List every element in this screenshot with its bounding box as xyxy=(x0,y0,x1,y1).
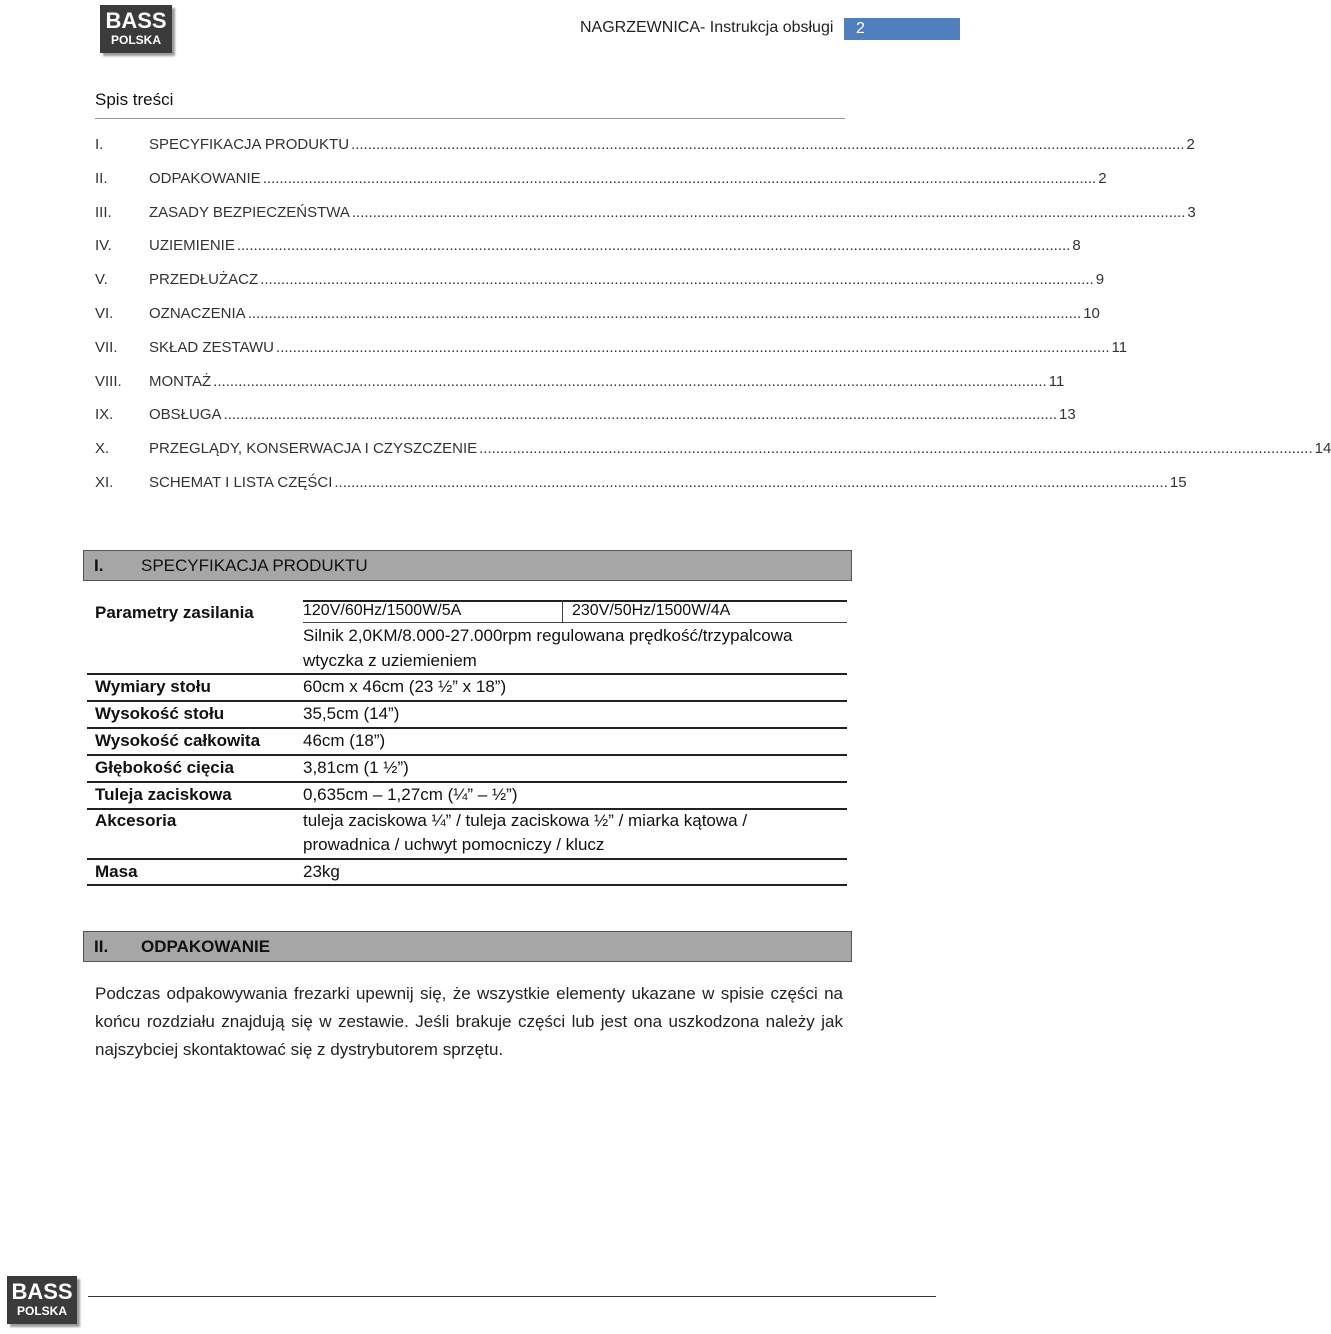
spec-label-power: Parametry zasilania xyxy=(95,603,254,622)
section-header-odpakowanie xyxy=(83,931,852,962)
toc-leader-dots: ........................................................................................................................................................................................................ xyxy=(276,338,1110,356)
bass-polska-logo-footer xyxy=(7,1276,77,1324)
spec-label: Wymiary stołu xyxy=(95,677,211,696)
toc-item-number: VII. xyxy=(95,338,118,356)
toc-leader-dots: ........................................................................................................................................................................................................ xyxy=(351,136,1185,153)
spec-value-power-b: 230V/50Hz/1500W/4A xyxy=(572,602,731,619)
spec-value-power-a: 120V/60Hz/1500W/5A xyxy=(303,602,462,619)
toc-leader-dots: ........................................................................................................................................................................................................ xyxy=(262,169,1097,187)
spec-cell-divider xyxy=(562,600,563,622)
toc-item-page: 14 xyxy=(1314,440,1331,458)
logo-text-polska: POLSKA xyxy=(16,1304,67,1318)
toc-item-title: PRZEGLĄDY, KONSERWACJA I CZYSZCZENIE xyxy=(149,440,478,458)
spec-value-accessories-line2: prowadnica / uchwyt pomocniczy / klucz xyxy=(303,835,605,854)
page-number: 2 xyxy=(844,18,960,40)
toc-heading: Spis treści xyxy=(95,90,174,109)
section-title: SPECYFIKACJA PRODUKTU xyxy=(141,556,368,575)
toc-item-number: VI. xyxy=(95,304,114,322)
toc-item[interactable] xyxy=(95,271,1105,305)
toc-item-page: 11 xyxy=(1048,372,1065,390)
section-title: ODPAKOWANIE xyxy=(141,937,271,956)
toc-item-page: 8 xyxy=(1072,237,1081,255)
toc-leader-dots: ........................................................................................................................................................................................................ xyxy=(247,304,1082,322)
toc-item-number: V. xyxy=(95,271,108,289)
spec-rule xyxy=(87,781,847,783)
spec-value-motor-line2: wtyczka z uziemieniem xyxy=(303,651,477,670)
spec-value: 0,635cm – 1,27cm (¼” – ½”) xyxy=(303,785,518,804)
toc-leader-dots: ........................................................................................................................................................................................................ xyxy=(223,406,1058,424)
spec-rule xyxy=(87,884,847,886)
toc-item-number: X. xyxy=(95,440,110,458)
toc-item-page: 10 xyxy=(1083,304,1100,322)
unpacking-paragraph: Podczas odpakowywania frezarki upewnij się, że wszystkie elementy ukazane w spisie części na końcu rozdziału znajdują się w zestawie. Jeśli brakuje części lub jest ona uszkodzona należy jak najszybciej skontaktować się z dystrybutorem sprzętu. xyxy=(95,984,843,1059)
table-of-contents xyxy=(95,136,1331,508)
toc-item-number: I. xyxy=(95,136,104,153)
toc-leader-dots: ........................................................................................................................................................................................................ xyxy=(236,237,1071,255)
spec-label: Głębokość cięcia xyxy=(95,758,234,777)
toc-item-title: ODPAKOWANIE xyxy=(149,169,261,187)
toc-item-title: OBSŁUGA xyxy=(149,406,222,424)
spec-label-accessories: Akcesoria xyxy=(95,811,177,830)
toc-leader-dots: ........................................................................................................................................................................................................ xyxy=(213,372,1047,390)
toc-item-number: IX. xyxy=(95,406,114,424)
toc-item[interactable] xyxy=(95,136,1195,170)
bass-polska-logo xyxy=(100,5,172,53)
toc-item-number: XI. xyxy=(95,473,114,491)
spec-label-mass: Masa xyxy=(95,862,138,881)
toc-item-title: PRZEDŁUŻACZ xyxy=(149,271,259,289)
toc-item-page: 11 xyxy=(1111,338,1128,356)
toc-item-title: UZIEMIENIE xyxy=(149,237,235,255)
toc-item[interactable] xyxy=(95,372,1065,407)
spec-rule xyxy=(87,858,847,860)
toc-item[interactable] xyxy=(95,440,1331,474)
spec-rule xyxy=(87,700,847,702)
spec-value-accessories-line1: tuleja zaciskowa ¼” / tuleja zaciskowa ½” / miarka kątowa / xyxy=(303,811,748,830)
toc-item-page: 2 xyxy=(1098,169,1107,187)
toc-item-number: VIII. xyxy=(95,372,122,390)
toc-leader-dots: ........................................................................................................................................................................................................ xyxy=(260,271,1094,289)
toc-item-page: 2 xyxy=(1186,136,1195,153)
spec-value: 46cm (18”) xyxy=(303,731,386,750)
document-title: NAGRZEWNICA- Instrukcja obsługi xyxy=(580,19,834,36)
logo-text-polska: POLSKA xyxy=(110,33,161,47)
section-header-specyfikacja xyxy=(83,550,852,581)
toc-item-page: 15 xyxy=(1169,473,1187,491)
spec-value-mass: 23kg xyxy=(303,862,340,881)
spec-rule-thin xyxy=(303,622,847,623)
toc-leader-dots: ........................................................................................................................................................................................................ xyxy=(351,203,1186,221)
toc-item[interactable] xyxy=(95,473,1187,508)
toc-item[interactable] xyxy=(95,203,1196,238)
footer-divider xyxy=(88,1296,936,1297)
toc-leader-dots: ........................................................................................................................................................................................................ xyxy=(479,440,1313,458)
toc-item-title: SCHEMAT I LISTA CZĘŚCI xyxy=(149,473,333,491)
spec-label: Tuleja zaciskowa xyxy=(95,785,232,804)
spec-label: Wysokość stołu xyxy=(95,704,225,723)
toc-item-title: SPECYFIKACJA PRODUKTU xyxy=(149,136,350,153)
spec-value-motor-line1: Silnik 2,0KM/8.000-27.000rpm regulowana prędkość/trzypalcowa xyxy=(303,626,793,645)
spec-value: 60cm x 46cm (23 ½” x 18”) xyxy=(303,677,507,696)
toc-item-number: II. xyxy=(95,169,108,187)
toc-item-page: 13 xyxy=(1059,406,1076,424)
toc-item[interactable] xyxy=(95,304,1100,339)
spec-rule xyxy=(87,754,847,756)
spec-label: Wysokość całkowita xyxy=(95,731,261,750)
toc-item[interactable] xyxy=(95,338,1128,373)
toc-item[interactable] xyxy=(95,169,1107,204)
toc-item-number: III. xyxy=(95,203,112,221)
toc-item[interactable] xyxy=(95,237,1081,271)
toc-leader-dots: ........................................................................................................................................................................................................ xyxy=(334,473,1168,491)
spec-rule xyxy=(87,808,847,810)
toc-divider xyxy=(95,118,845,119)
toc-item[interactable] xyxy=(95,406,1076,440)
toc-item-title: SKŁAD ZESTAWU xyxy=(149,338,275,356)
toc-item-title: ZASADY BEZPIECZEŃSTWA xyxy=(149,203,350,221)
toc-item-number: IV. xyxy=(95,237,112,255)
toc-item-title: MONTAŻ xyxy=(149,372,212,390)
spec-rule xyxy=(87,673,847,675)
logo-text-bass: BASS xyxy=(105,8,167,33)
spec-value: 3,81cm (1 ½”) xyxy=(303,758,409,777)
logo-text-bass: BASS xyxy=(11,1279,73,1304)
toc-item-title: OZNACZENIA xyxy=(149,304,246,322)
section-number: II. xyxy=(94,937,109,956)
toc-item-page: 9 xyxy=(1095,271,1105,289)
spec-rule xyxy=(87,727,847,729)
section-number: I. xyxy=(94,556,104,575)
toc-item-page: 3 xyxy=(1187,203,1196,221)
spec-value: 35,5cm (14”) xyxy=(303,704,400,723)
